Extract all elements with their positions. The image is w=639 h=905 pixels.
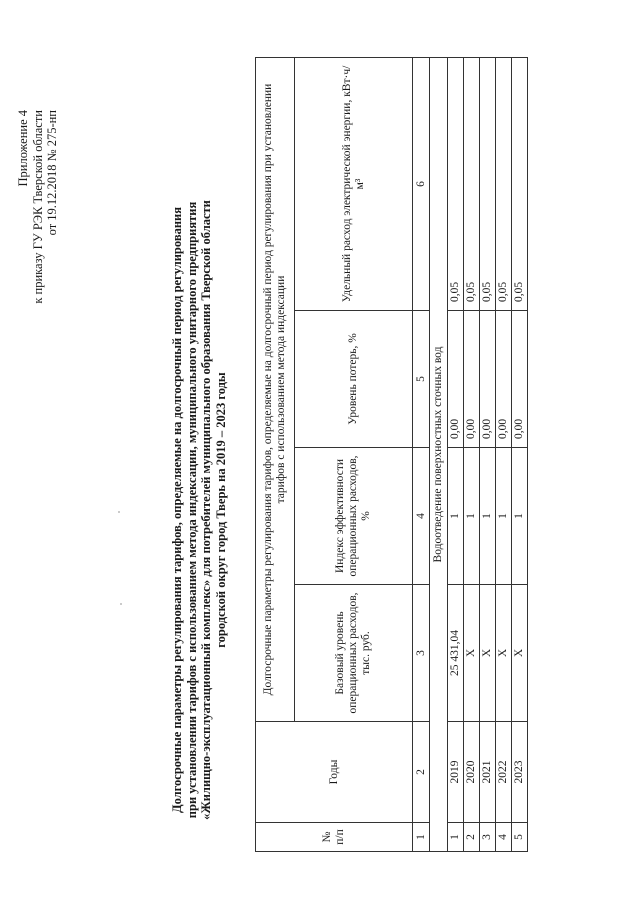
- column-number-row: [413, 58, 430, 852]
- cell-index: 1: [496, 448, 512, 585]
- cell-index: 1: [512, 448, 528, 585]
- table-row: [496, 58, 512, 852]
- cell-energy: 0,05: [496, 58, 512, 311]
- cell-base: Х: [496, 585, 512, 722]
- parameters-table: [255, 57, 528, 852]
- cell-loss: 0,00: [512, 311, 528, 448]
- header-group: Долгосрочные параметры регулирования тарифов, определяемые на долгосрочный период регулирования при установлении тарифов с использованием метода индексации: [256, 58, 295, 722]
- cell-base: 25 431,04: [448, 585, 464, 722]
- table-row: [512, 58, 528, 852]
- header-num: № п/п: [256, 823, 413, 852]
- cell-energy: 0,05: [464, 58, 480, 311]
- header-efficiency-index: Индекс эффективности операционных расходов, %: [295, 448, 413, 585]
- column-number: 6: [413, 58, 430, 311]
- appendix-line-3: от 19.12.2018 № 275-нп: [45, 110, 59, 236]
- header-energy: Удельный расход электрической энергии, кВт·ч/м³: [295, 58, 413, 311]
- header-year: Годы: [256, 722, 413, 823]
- cell-num: 1: [448, 823, 464, 852]
- cell-num: 3: [480, 823, 496, 852]
- cell-energy: 0,05: [480, 58, 496, 311]
- cell-loss: 0,00: [496, 311, 512, 448]
- cell-year: 2019: [448, 722, 464, 823]
- scan-speck: [118, 511, 120, 513]
- cell-year: 2022: [496, 722, 512, 823]
- cell-num: 5: [512, 823, 528, 852]
- section-row: [430, 58, 448, 852]
- cell-base: Х: [480, 585, 496, 722]
- column-number: 4: [413, 448, 430, 585]
- table-row: [480, 58, 496, 852]
- column-number: 3: [413, 585, 430, 722]
- cell-num: 4: [496, 823, 512, 852]
- cell-year: 2021: [480, 722, 496, 823]
- document-title: [170, 115, 228, 905]
- column-number: 1: [413, 823, 430, 852]
- table-row: [448, 58, 464, 852]
- cell-loss: 0,00: [480, 311, 496, 448]
- cell-energy: 0,05: [448, 58, 464, 311]
- column-number: 2: [413, 722, 430, 823]
- header-base-level: Базовый уровень операционных расходов, тыс. руб.: [295, 585, 413, 722]
- cell-index: 1: [448, 448, 464, 585]
- header-loss-level: Уровень потерь, %: [295, 311, 413, 448]
- cell-num: 2: [464, 823, 480, 852]
- cell-loss: 0,00: [464, 311, 480, 448]
- section-title: Водоотведение поверхностных сточных вод: [430, 58, 448, 852]
- title-line-1: Долгосрочные параметры регулирования тарифов, определяемые на долгосрочный период регулирования: [170, 207, 184, 814]
- cell-year: 2020: [464, 722, 480, 823]
- cell-year: 2023: [512, 722, 528, 823]
- cell-index: 1: [480, 448, 496, 585]
- scan-speck: [120, 603, 122, 605]
- title-line-2: при установлении тарифов с использованием метода индексации, муниципального унитарного предприятия: [184, 201, 199, 819]
- cell-base: Х: [512, 585, 528, 722]
- header-row-1: [256, 58, 295, 852]
- cell-index: 1: [464, 448, 480, 585]
- title-line-3: «Жилищно-эксплуатационный комплекс» для потребителей муниципального образования Тверской области: [199, 200, 213, 820]
- cell-base: Х: [464, 585, 480, 722]
- cell-energy: 0,05: [512, 58, 528, 311]
- appendix-note: [16, 110, 60, 304]
- table-row: [464, 58, 480, 852]
- appendix-line-1: Приложение 4: [16, 110, 30, 187]
- title-line-4: городской округ город Тверь на 2019 – 2023 годы: [213, 372, 228, 648]
- cell-loss: 0,00: [448, 311, 464, 448]
- column-number: 5: [413, 311, 430, 448]
- appendix-line-2: к приказу ГУ РЭК Тверской области: [30, 110, 45, 304]
